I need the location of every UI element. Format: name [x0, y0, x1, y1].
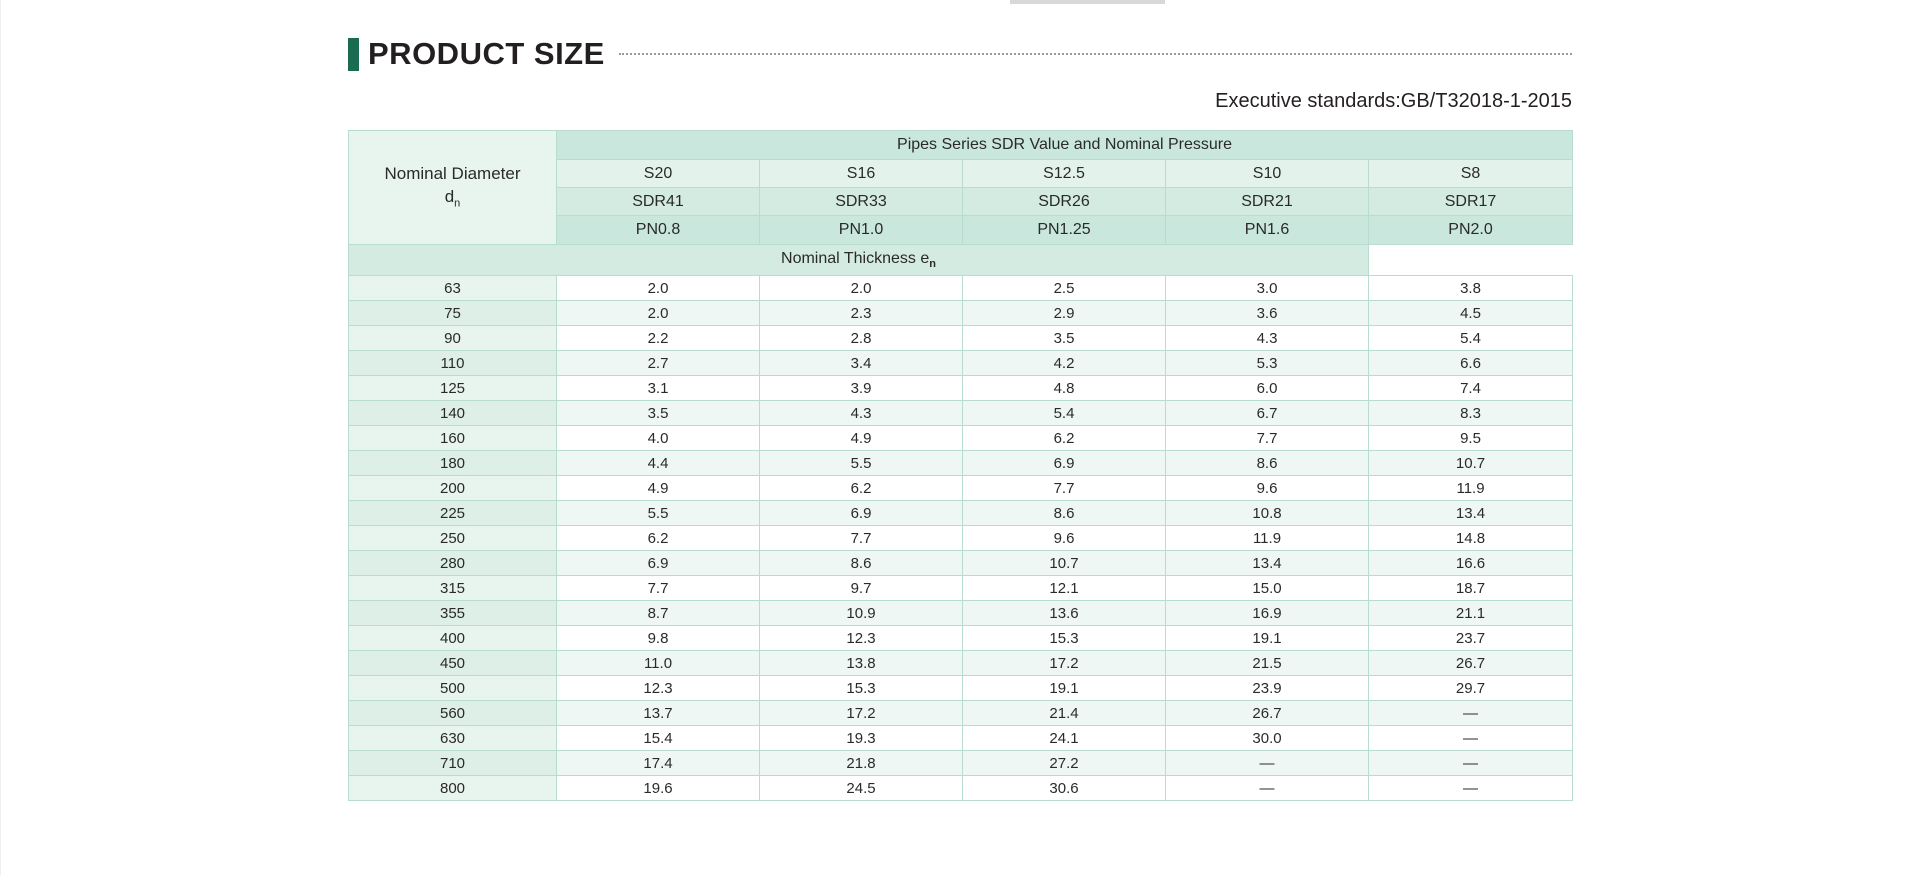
- cell-thickness: 19.3: [760, 726, 963, 751]
- cell-thickness: 11.0: [557, 651, 760, 676]
- cell-thickness: 23.7: [1369, 626, 1573, 651]
- cell-thickness: 2.9: [963, 301, 1166, 326]
- cell-thickness: 9.5: [1369, 426, 1573, 451]
- cell-nominal-diameter: 500: [349, 676, 557, 701]
- series-s10: S10: [1166, 160, 1369, 188]
- series-s8: S8: [1369, 160, 1573, 188]
- cell-nominal-diameter: 280: [349, 551, 557, 576]
- pn-1-0: PN1.0: [760, 216, 963, 245]
- cell-thickness: 7.7: [760, 526, 963, 551]
- cell-thickness: 10.7: [1369, 451, 1573, 476]
- cell-thickness: 17.2: [760, 701, 963, 726]
- cell-thickness: 16.9: [1166, 601, 1369, 626]
- cell-thickness: 2.8: [760, 326, 963, 351]
- cell-thickness: 6.6: [1369, 351, 1573, 376]
- cell-thickness: 26.7: [1369, 651, 1573, 676]
- cell-thickness: 3.1: [557, 376, 760, 401]
- cell-thickness: 30.0: [1166, 726, 1369, 751]
- cell-thickness: 2.3: [760, 301, 963, 326]
- cell-thickness: 19.1: [963, 676, 1166, 701]
- cell-thickness: 4.4: [557, 451, 760, 476]
- cell-thickness: 2.2: [557, 326, 760, 351]
- table-row: [349, 551, 1573, 576]
- table-row: [349, 526, 1573, 551]
- cell-nominal-diameter: 140: [349, 401, 557, 426]
- table-row: [349, 626, 1573, 651]
- nominal-diameter-symbol-sub: n: [454, 197, 461, 210]
- cell-thickness: 26.7: [1166, 701, 1369, 726]
- page-title: PRODUCT SIZE: [368, 36, 605, 71]
- cell-thickness: 29.7: [1369, 676, 1573, 701]
- table-row: [349, 476, 1573, 501]
- table-row: [349, 726, 1573, 751]
- cell-thickness: 5.5: [760, 451, 963, 476]
- cell-thickness: 11.9: [1369, 476, 1573, 501]
- table-row: [349, 751, 1573, 776]
- nominal-diameter-label: Nominal Diameter: [384, 164, 521, 184]
- table-row: [349, 326, 1573, 351]
- cell-thickness: 21.1: [1369, 601, 1573, 626]
- cell-nominal-diameter: 63: [349, 276, 557, 301]
- pipes-series-header: Pipes Series SDR Value and Nominal Pressure: [557, 131, 1573, 160]
- cell-nominal-diameter: 110: [349, 351, 557, 376]
- cell-thickness: 3.8: [1369, 276, 1573, 301]
- cell-thickness: 4.3: [1166, 326, 1369, 351]
- cell-thickness: 6.2: [760, 476, 963, 501]
- page-title-row: [348, 36, 1572, 72]
- cell-thickness: 6.2: [557, 526, 760, 551]
- cell-nominal-diameter: 630: [349, 726, 557, 751]
- executive-standards-text: Executive standards:GB/T32018-1-2015: [1215, 90, 1572, 112]
- pn-0-8: PN0.8: [557, 216, 760, 245]
- cell-thickness: 15.4: [557, 726, 760, 751]
- cell-nominal-diameter: 180: [349, 451, 557, 476]
- pn-1-6: PN1.6: [1166, 216, 1369, 245]
- cell-thickness: 3.9: [760, 376, 963, 401]
- cell-nominal-diameter: 450: [349, 651, 557, 676]
- cell-nominal-diameter: 315: [349, 576, 557, 601]
- nominal-thickness-label-sub: n: [929, 258, 936, 271]
- cell-thickness: 18.7: [1369, 576, 1573, 601]
- cell-thickness: 7.4: [1369, 376, 1573, 401]
- cell-thickness: 5.5: [557, 501, 760, 526]
- sdr-21: SDR21: [1166, 188, 1369, 216]
- cell-nominal-diameter: 90: [349, 326, 557, 351]
- nominal-thickness-label: Nominal Thickness e: [781, 249, 930, 267]
- cell-thickness: —: [1369, 701, 1573, 726]
- cell-thickness: 9.6: [1166, 476, 1369, 501]
- cell-thickness: 15.3: [760, 676, 963, 701]
- table-row: [349, 651, 1573, 676]
- table-thickness-header-row: [349, 245, 1573, 276]
- cell-thickness: —: [1369, 751, 1573, 776]
- cell-thickness: 4.8: [963, 376, 1166, 401]
- cell-thickness: 2.0: [760, 276, 963, 301]
- cell-thickness: 13.4: [1166, 551, 1369, 576]
- pn-2-0: PN2.0: [1369, 216, 1573, 245]
- cell-thickness: 2.0: [557, 276, 760, 301]
- table-row: [349, 451, 1573, 476]
- cell-thickness: 6.2: [963, 426, 1166, 451]
- cell-nominal-diameter: 225: [349, 501, 557, 526]
- cell-thickness: 5.4: [1369, 326, 1573, 351]
- cell-thickness: 13.6: [963, 601, 1166, 626]
- table-row: [349, 351, 1573, 376]
- cell-thickness: 12.3: [760, 626, 963, 651]
- cell-thickness: —: [1166, 751, 1369, 776]
- table-row: [349, 701, 1573, 726]
- cell-thickness: 21.4: [963, 701, 1166, 726]
- cell-thickness: 16.6: [1369, 551, 1573, 576]
- cell-thickness: 4.9: [760, 426, 963, 451]
- cell-thickness: 17.2: [963, 651, 1166, 676]
- table-row: [349, 276, 1573, 301]
- table-row: [349, 401, 1573, 426]
- table-row: [349, 601, 1573, 626]
- cell-thickness: 19.6: [557, 776, 760, 801]
- cell-thickness: 6.0: [1166, 376, 1369, 401]
- cell-thickness: 2.0: [557, 301, 760, 326]
- sdr-41: SDR41: [557, 188, 760, 216]
- series-s16: S16: [760, 160, 963, 188]
- cell-thickness: 8.7: [557, 601, 760, 626]
- cell-thickness: 3.4: [760, 351, 963, 376]
- cell-thickness: 7.7: [1166, 426, 1369, 451]
- nominal-thickness-header: [349, 245, 1369, 276]
- cell-thickness: 5.4: [963, 401, 1166, 426]
- table-body: [349, 276, 1573, 801]
- sdr-33: SDR33: [760, 188, 963, 216]
- cell-nominal-diameter: 400: [349, 626, 557, 651]
- table-row: [349, 676, 1573, 701]
- cell-thickness: 3.0: [1166, 276, 1369, 301]
- cell-thickness: 14.8: [1369, 526, 1573, 551]
- cell-thickness: 2.7: [557, 351, 760, 376]
- table-row: [349, 301, 1573, 326]
- cell-thickness: 15.3: [963, 626, 1166, 651]
- cell-thickness: 10.7: [963, 551, 1166, 576]
- cell-thickness: 15.0: [1166, 576, 1369, 601]
- cell-nominal-diameter: 800: [349, 776, 557, 801]
- cell-thickness: 30.6: [963, 776, 1166, 801]
- cell-nominal-diameter: 75: [349, 301, 557, 326]
- cell-thickness: 6.9: [963, 451, 1166, 476]
- cell-thickness: 21.5: [1166, 651, 1369, 676]
- cell-thickness: 4.0: [557, 426, 760, 451]
- cell-nominal-diameter: 160: [349, 426, 557, 451]
- cell-thickness: 4.3: [760, 401, 963, 426]
- cell-thickness: 7.7: [557, 576, 760, 601]
- cell-thickness: —: [1369, 726, 1573, 751]
- cell-thickness: 2.5: [963, 276, 1166, 301]
- cell-nominal-diameter: 125: [349, 376, 557, 401]
- cell-thickness: 13.7: [557, 701, 760, 726]
- table-row: [349, 576, 1573, 601]
- cell-thickness: 27.2: [963, 751, 1166, 776]
- nominal-diameter-header: [349, 131, 557, 245]
- cell-thickness: 9.7: [760, 576, 963, 601]
- cell-thickness: 24.1: [963, 726, 1166, 751]
- cell-thickness: 9.6: [963, 526, 1166, 551]
- cell-thickness: 8.3: [1369, 401, 1573, 426]
- cell-thickness: 3.6: [1166, 301, 1369, 326]
- cell-thickness: 10.8: [1166, 501, 1369, 526]
- series-s12-5: S12.5: [963, 160, 1166, 188]
- series-s20: S20: [557, 160, 760, 188]
- cell-thickness: 7.7: [963, 476, 1166, 501]
- cell-nominal-diameter: 200: [349, 476, 557, 501]
- cell-thickness: 8.6: [1166, 451, 1369, 476]
- cell-nominal-diameter: 710: [349, 751, 557, 776]
- nominal-diameter-symbol: d: [444, 187, 455, 207]
- page-top-crop-mark: [1010, 0, 1165, 4]
- table-row: [349, 501, 1573, 526]
- cell-thickness: 17.4: [557, 751, 760, 776]
- cell-thickness: 3.5: [557, 401, 760, 426]
- cell-thickness: 21.8: [760, 751, 963, 776]
- cell-thickness: 13.4: [1369, 501, 1573, 526]
- cell-thickness: 23.9: [1166, 676, 1369, 701]
- cell-thickness: 24.5: [760, 776, 963, 801]
- cell-thickness: 6.9: [557, 551, 760, 576]
- cell-thickness: —: [1166, 776, 1369, 801]
- cell-thickness: 3.5: [963, 326, 1166, 351]
- cell-thickness: 4.2: [963, 351, 1166, 376]
- cell-thickness: 9.8: [557, 626, 760, 651]
- cell-thickness: 11.9: [1166, 526, 1369, 551]
- cell-thickness: 12.3: [557, 676, 760, 701]
- table-row: [349, 426, 1573, 451]
- product-size-table: [348, 130, 1573, 801]
- cell-thickness: 8.6: [963, 501, 1166, 526]
- title-dotted-rule: [619, 52, 1572, 55]
- cell-thickness: 8.6: [760, 551, 963, 576]
- product-size-table-wrapper: [348, 130, 1572, 801]
- cell-thickness: 19.1: [1166, 626, 1369, 651]
- sdr-17: SDR17: [1369, 188, 1573, 216]
- table-row: [349, 376, 1573, 401]
- cell-nominal-diameter: 250: [349, 526, 557, 551]
- cell-thickness: 6.7: [1166, 401, 1369, 426]
- cell-thickness: 5.3: [1166, 351, 1369, 376]
- cell-thickness: 12.1: [963, 576, 1166, 601]
- pn-1-25: PN1.25: [963, 216, 1166, 245]
- cell-thickness: 4.9: [557, 476, 760, 501]
- cell-thickness: —: [1369, 776, 1573, 801]
- page-left-edge: [0, 0, 1, 875]
- cell-nominal-diameter: 355: [349, 601, 557, 626]
- title-accent-bar: [348, 38, 359, 71]
- cell-nominal-diameter: 560: [349, 701, 557, 726]
- cell-thickness: 6.9: [760, 501, 963, 526]
- cell-thickness: 13.8: [760, 651, 963, 676]
- table-row: [349, 776, 1573, 801]
- cell-thickness: 10.9: [760, 601, 963, 626]
- table-head: [349, 131, 1573, 276]
- table-group-header-row: [349, 131, 1573, 160]
- sdr-26: SDR26: [963, 188, 1166, 216]
- cell-thickness: 4.5: [1369, 301, 1573, 326]
